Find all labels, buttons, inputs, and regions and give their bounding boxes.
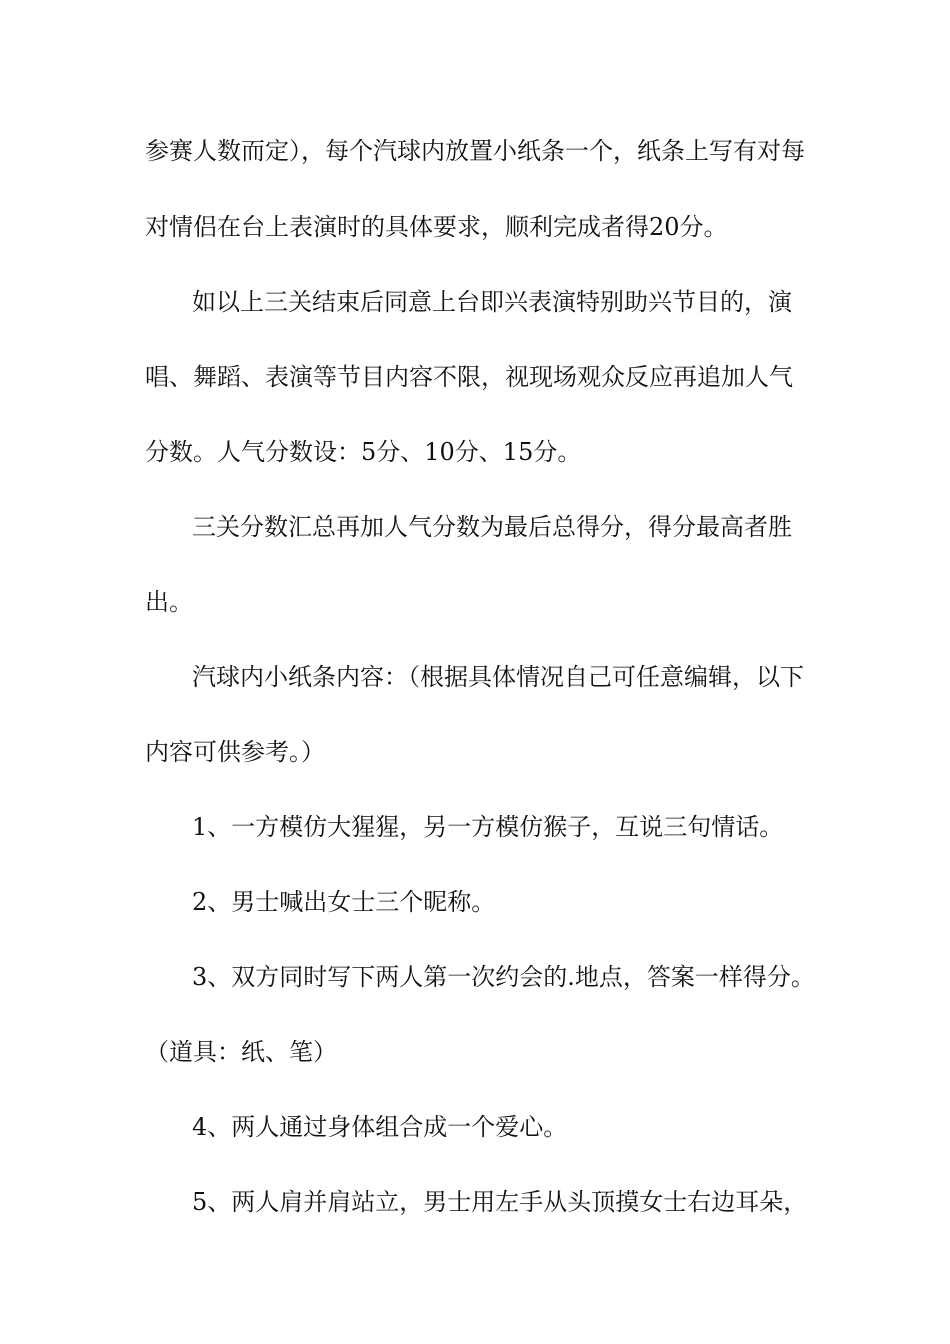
paragraph-line — [0, 732, 950, 772]
line-text: 内容可供参考。） — [145, 738, 325, 766]
paragraph-line — [0, 282, 950, 322]
line-text: 唱、舞蹈、表演等节目内容不限，视现场观众反应再追加人气 — [145, 363, 793, 391]
paragraph-line — [0, 1107, 950, 1147]
paragraph-line — [0, 207, 950, 247]
paragraph-line — [0, 131, 950, 171]
paragraph-line — [0, 1032, 950, 1072]
line-text: 4、两人通过身体组合成一个爱心。 — [192, 1113, 568, 1141]
line-text: 5、两人肩并肩站立，男士用左手从头顶摸女士右边耳朵， — [192, 1188, 808, 1216]
line-text: 三关分数汇总再加人气分数为最后总得分，得分最高者胜 — [192, 513, 792, 541]
paragraph-line — [0, 432, 950, 472]
paragraph-line — [0, 1182, 950, 1222]
line-text: 出。 — [145, 588, 193, 616]
paragraph-line — [0, 957, 950, 997]
line-text: 2、男士喊出女士三个昵称。 — [192, 888, 496, 916]
paragraph-line — [0, 807, 950, 847]
line-text: 汽球内小纸条内容：（根据具体情况自己可任意编辑，以下 — [192, 663, 804, 691]
line-text: 参赛人数而定），每个汽球内放置小纸条一个，纸条上写有对每 — [145, 137, 805, 165]
line-text: 如以上三关结束后同意上台即兴表演特别助兴节目的，演 — [192, 288, 792, 316]
paragraph-line — [0, 582, 950, 622]
line-text: 对情侣在台上表演时的具体要求，顺利完成者得20分。 — [145, 213, 728, 241]
paragraph-line — [0, 657, 950, 697]
paragraph-line — [0, 882, 950, 922]
paragraph-line — [0, 507, 950, 547]
line-text: 分数。人气分数设：5分、10分、15分。 — [145, 438, 582, 466]
line-text: 3、双方同时写下两人第一次约会的.地点，答案一样得分。 — [192, 963, 815, 991]
line-text: （道具：纸、笔） — [145, 1038, 337, 1066]
line-text: 1、一方模仿大猩猩，另一方模仿猴子，互说三句情话。 — [192, 813, 784, 841]
paragraph-line — [0, 357, 950, 397]
